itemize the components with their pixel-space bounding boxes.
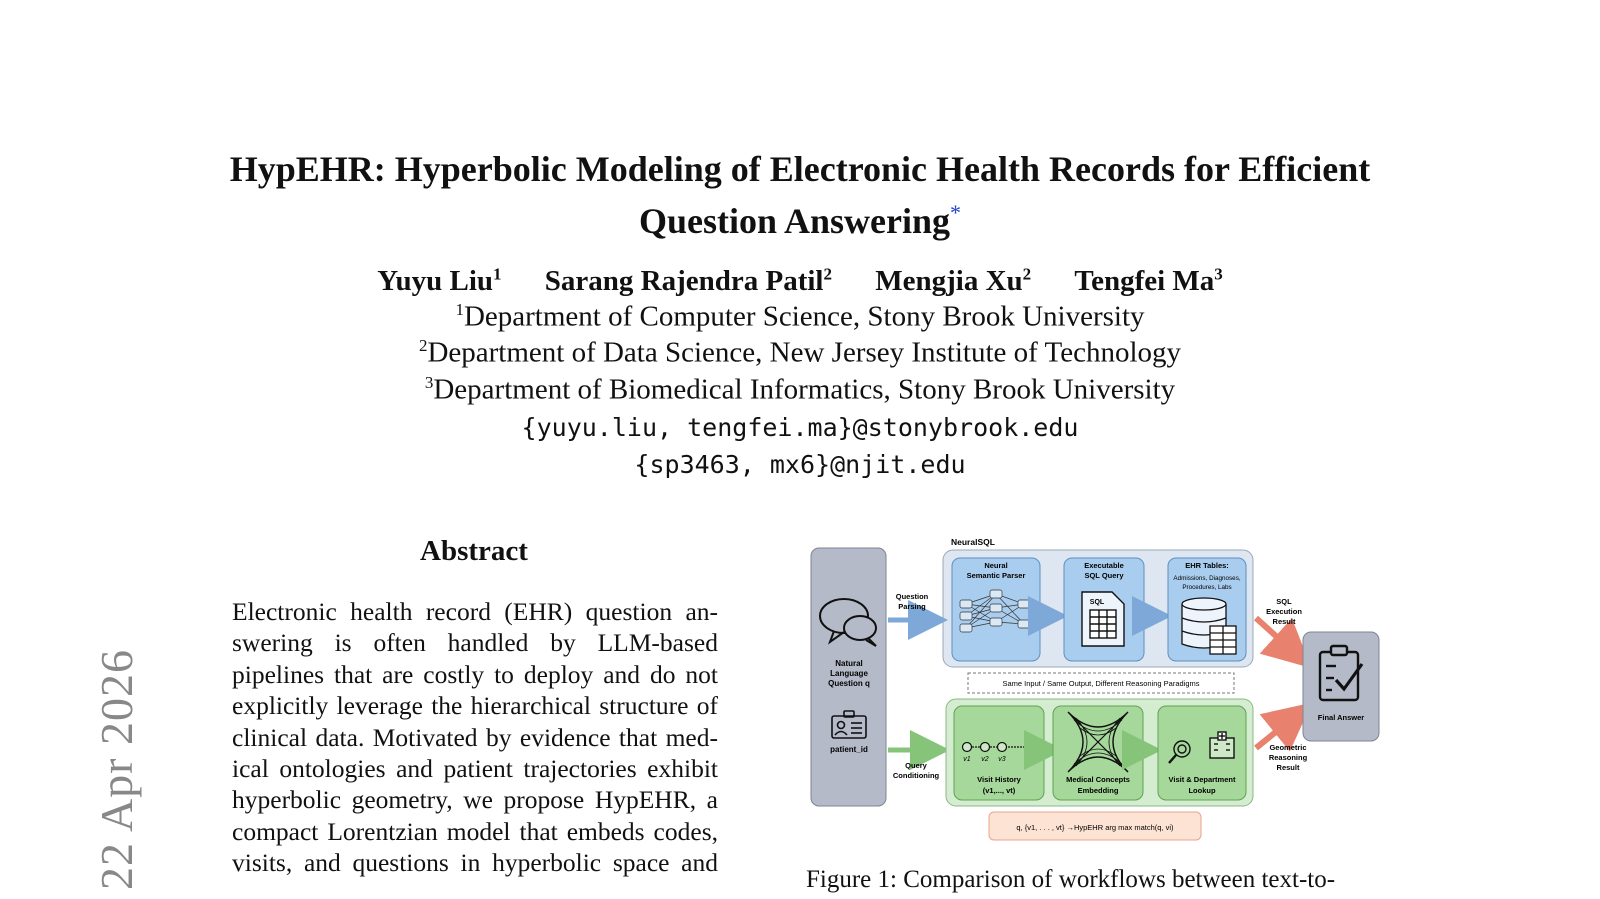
ehr-tables-desc: Admissions, Diagnoses, Procedures, Labs xyxy=(1173,575,1241,591)
title-line-2: Question Answering* xyxy=(638,200,962,241)
workflow-figure xyxy=(806,536,1386,846)
visit-lookup-label: Visit & Department Lookup xyxy=(1168,775,1236,795)
neuralsql-label: NeuralSQL xyxy=(951,537,995,547)
title-footnote-mark[interactable]: * xyxy=(950,200,962,225)
ehr-tables-title: EHR Tables: xyxy=(1185,561,1229,570)
abstract-line: ical ontologies and patient trajectories exhibit xyxy=(232,753,718,783)
author-2: Sarang Rajendra Patil$^2$ xyxy=(544,264,832,297)
visit-node-label: v3 xyxy=(998,756,1006,763)
sql-query-label: Executable SQL Query xyxy=(1084,561,1124,580)
abstract-line: visits, and questions in hyperbolic space and xyxy=(232,848,718,878)
author-list xyxy=(150,264,1450,298)
medical-concepts-label: Medical Concepts Embedding xyxy=(1066,775,1130,795)
arxiv-date-stamp: 22 Apr 2026 xyxy=(91,649,142,890)
paper-title xyxy=(150,148,1450,243)
author-3: Mengjia Xu$^2$ xyxy=(875,264,1032,297)
author-1: Yuyu Liu$^1$ xyxy=(377,264,502,297)
email-line-2[interactable]: {sp3463, mx6}@njit.edu xyxy=(634,450,966,479)
patient-id-label: patient_id xyxy=(830,745,868,754)
visit-history-label: Visit History xyxy=(977,775,1021,784)
abstract-line: swering is often handled by LLM-based xyxy=(232,628,718,658)
email-line-1[interactable]: {yuyu.liu, tengfei.ma}@stonybrook.edu xyxy=(521,413,1079,442)
sql-result-label: SQL Execution Result xyxy=(1266,597,1302,626)
abstract-line: pipelines that are costly to deploy and do not xyxy=(232,659,718,689)
visit-node-label: v1 xyxy=(963,756,971,763)
formula-text: q, {v1, . . . , vt} →HypEHR arg max match(q, vi) xyxy=(1016,823,1174,832)
affiliation-1: $^1$Department of Computer Science, Stony Brook University xyxy=(455,300,1145,333)
abstract-line: explicitly leverage the hierarchical structure of xyxy=(232,691,718,721)
question-parsing-label: Question Parsing xyxy=(895,592,929,611)
title-line-1: HypEHR: Hyperbolic Modeling of Electronic Health Records for Efficient xyxy=(229,149,1371,189)
visit-node-label: vt xyxy=(1026,756,1032,763)
visit-history-sub: (v1,..., vt) xyxy=(982,786,1016,795)
final-answer-label: Final Answer xyxy=(1317,713,1365,722)
abstract-body xyxy=(232,596,718,879)
abstract-heading: Abstract xyxy=(420,535,528,567)
query-conditioning-label: Query Conditioning xyxy=(892,761,940,780)
author-4: Tengfei Ma$^3$ xyxy=(1074,264,1223,297)
visit-node-label: v2 xyxy=(981,756,989,763)
parser-label: Neural Semantic Parser xyxy=(966,561,1026,580)
same-io-label: Same Input / Same Output, Different Reasoning Paradigms xyxy=(1002,679,1200,688)
figure-caption: Figure 1: Comparison of workflows between text-to- xyxy=(806,866,1336,893)
abstract-line: hyperbolic geometry, we propose HypEHR, a xyxy=(232,785,718,815)
abstract-line: compact Lorentzian model that embeds codes, xyxy=(232,816,718,846)
abstract-line: clinical data. Motivated by evidence that med- xyxy=(232,722,718,752)
geo-result-label: Geometric Reasoning Result xyxy=(1268,743,1308,772)
input-question-label: Natural Language Question q xyxy=(828,659,870,688)
sql-doc-label: SQL xyxy=(1089,599,1105,606)
abstract-line: Electronic health record (EHR) question an- xyxy=(232,597,718,626)
affiliation-3: $^3$Department of Biomedical Informatics, Stony Brook University xyxy=(424,373,1176,406)
affiliation-2: $^2$Department of Data Science, New Jersey Institute of Technology xyxy=(418,336,1182,369)
